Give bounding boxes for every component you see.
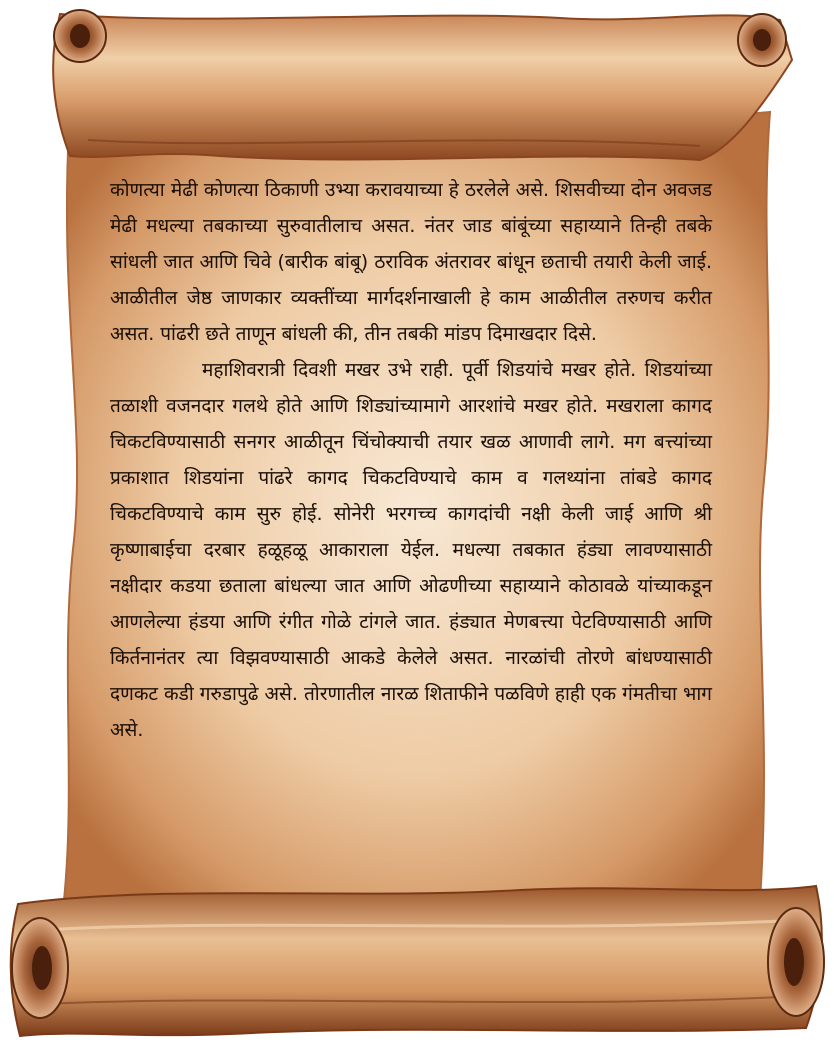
top-roll [53,14,792,160]
paragraph-2: महाशिवरात्री दिवशी मखर उभे राही. पूर्वी शिडयांचे मखर होते. शिडयांच्या तळाशी वजनदार गलथे होते आणि शिड्यांच्यामागे आरशांचे मखर होते. मखराला कागद चिकटविण्यासाठी सनगर आळीतून चिंचोक्याची तयार खळ आणावी लागे. मग बत्त्यांच्या प्रकाशात शिडयांना पांढरे कागद चिकटविण्याचे काम व गलथ्यांना तांबडे कागद चिकटविण्याचे काम सुरु होई. सोनेरी भरगच्च कागदांची नक्षी केली जाई आणि श्री कृष्णाबाईचा दरबार हळूहळू आकाराला येईल. मधल्या तबकात हंड्या लावण्यासाठी नक्षीदार कडया छताला बांधल्या जात आणि ओढणीच्या सहाय्याने कोठावळे यांच्याकडून आणलेल्या हंडया आणि रंगीत गोळे टांगले जात. हंड्यात मेणबत्त्या पेटविण्यासाठी आणि किर्तनानंतर त्या विझवण्यासाठी आकडे केलेले असत. नारळांची तोरणे बांधण्यासाठी दणकट कडी गरुडापुढे असे. तोरणातील नारळ शिताफीने पळविणे हाही एक गंमतीचा भाग असे. [110,359,712,741]
scroll-text [110,172,712,748]
paragraph-1: कोणत्या मेढी कोणत्या ठिकाणी उभ्या करावयाच्या हे ठरलेले असे. शिसवीच्या दोन अवजड मेढी मधल्या तबकाच्या सुरुवातीलाच असत. नंतर जाड बांबूंच्या सहाय्याने तिन्ही तबके सांधली जात आणि चिवे (बारीक बांबू) ठराविक अंतरावर बांधून छताची तयारी केली जाई. आळीतील जेष्ठ जाणकार व्यक्तींच्या मार्गदर्शनाखाली हे काम आळीतील तरुणच करीत असत. पांढरी छते ताणून बांधली की, तीन तबकी मांडप दिमाखदार दिसे. [110,179,712,345]
bottom-roll [11,886,822,1036]
